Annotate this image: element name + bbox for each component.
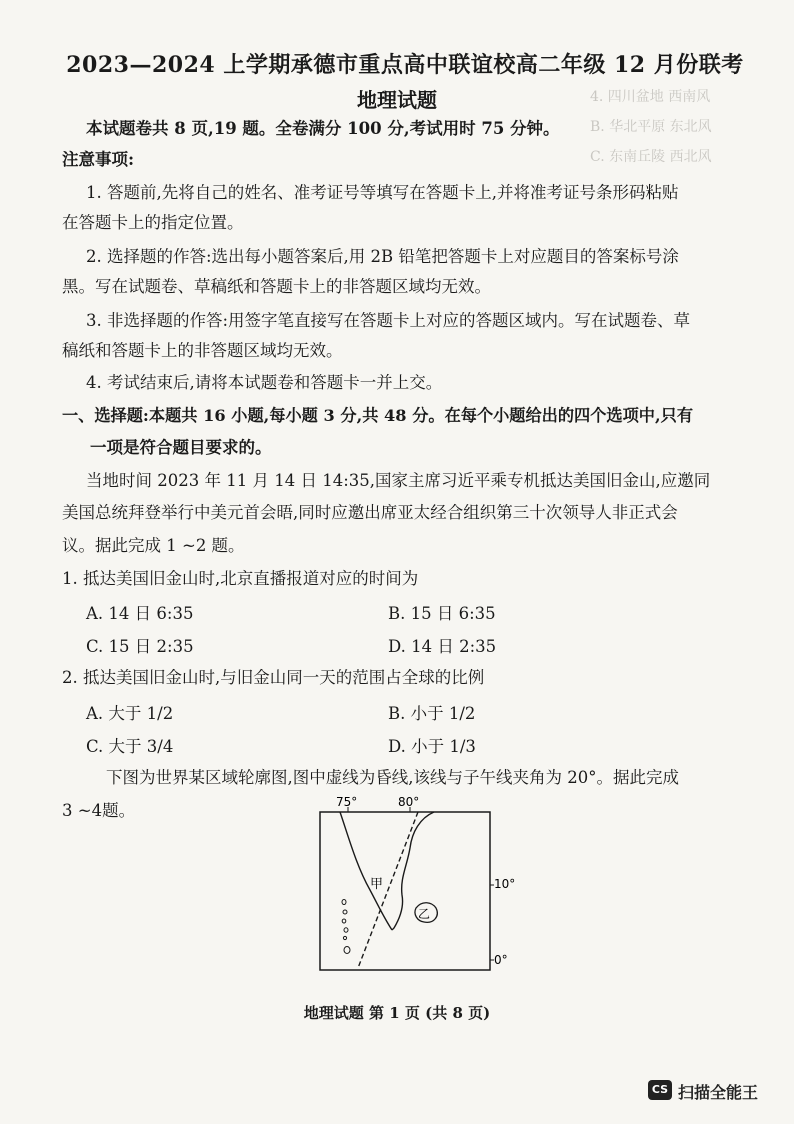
subject-title: 地理试题: [357, 88, 437, 112]
passage-1-line-2: 美国总统拜登举行中美元首会晤,同时应邀出席亚太经合组织第三十次领导人非正式会: [62, 503, 678, 522]
q2-option-d: D. 小于 1/3: [388, 737, 476, 756]
question-1-stem: 1. 抵达美国旧金山时,北京直播报道对应的时间为: [62, 569, 419, 588]
question-2-stem: 2. 抵达美国旧金山时,与旧金山同一天的范围占全球的比例: [62, 668, 485, 687]
page-footer: 地理试题 第 1 页 (共 8 页): [303, 1004, 491, 1022]
section-heading: 一、选择题:本题共 16 小题,每小题 3 分,共 48 分。在每个小题给出的四个选项中,只有: [62, 406, 694, 425]
note-1-cont: 在答题卡上的指定位置。: [62, 213, 244, 232]
q2-option-c: C. 大于 3/4: [86, 737, 174, 756]
note-2-cont: 黑。写在试题卷、草稿纸和答题卡上的非答题区域均无效。: [62, 277, 491, 296]
note-2: 2. 选择题的作答:选出每小题答案后,用 2B 铅笔把答题卡上对应题目的答案标号涂: [86, 247, 679, 266]
atoll-islands: [342, 900, 350, 954]
q1-option-d: D. 14 日 2:35: [388, 637, 497, 656]
notes-heading: 注意事项:: [62, 150, 135, 169]
label-yi: 乙: [418, 907, 431, 921]
q2-option-b: B. 小于 1/2: [388, 704, 476, 723]
note-4: 4. 考试结束后,请将本试题卷和答题卡一并上交。: [86, 373, 443, 392]
dusk-line: [358, 812, 418, 968]
q1-option-b: B. 15 日 6:35: [388, 604, 496, 623]
lon-label-80: 80°: [398, 795, 420, 809]
label-jia: 甲: [370, 877, 384, 892]
bleed-through-text-2: B. 华北平原 东北风: [590, 119, 712, 135]
camscanner-watermark: 扫描全能王: [678, 1083, 759, 1102]
passage-2-line-1: 下图为世界某区域轮廓图,图中虚线为昏线,该线与子午线夹角为 20°。据此完成: [106, 768, 679, 787]
bleed-through-text-1: 4. 四川盆地 西南风: [590, 89, 711, 105]
lat-label-10: 10°: [494, 877, 516, 891]
q1-option-c: C. 15 日 2:35: [86, 637, 194, 656]
note-3: 3. 非选择题的作答:用签字笔直接写在答题卡上对应的答题区域内。写在试题卷、草: [86, 311, 691, 330]
region-outline-map: [300, 790, 540, 985]
q2-option-a: A. 大于 1/2: [86, 704, 174, 723]
section-heading-cont: 一项是符合题目要求的。: [90, 438, 272, 457]
bleed-through-text-3: C. 东南丘陵 西北风: [590, 149, 712, 165]
exam-info: 本试题卷共 8 页,19 题。全卷满分 100 分,考试用时 75 分钟。: [86, 119, 560, 138]
exam-title: 2023—2024 上学期承德市重点高中联谊校高二年级 12 月份联考: [66, 52, 744, 78]
note-1: 1. 答题前,先将自己的姓名、准考证号等填写在答题卡上,并将准考证号条形码粘贴: [86, 183, 679, 202]
camscanner-logo-icon: CS: [648, 1080, 672, 1100]
passage-1-line-3: 议。据此完成 1 ~2 题。: [62, 536, 245, 555]
q1-option-a: A. 14 日 6:35: [86, 604, 194, 623]
passage-1-line-1: 当地时间 2023 年 11 月 14 日 14:35,国家主席习近平乘专机抵达美国旧金山,应邀同: [86, 471, 711, 490]
note-3-cont: 稿纸和答题卡上的非答题区域均无效。: [62, 341, 343, 360]
west-coastline: [340, 812, 392, 930]
lon-label-75: 75°: [336, 795, 358, 809]
lat-label-0: 0°: [494, 953, 508, 967]
passage-2-line-2: 3 ~4题。: [62, 801, 136, 820]
